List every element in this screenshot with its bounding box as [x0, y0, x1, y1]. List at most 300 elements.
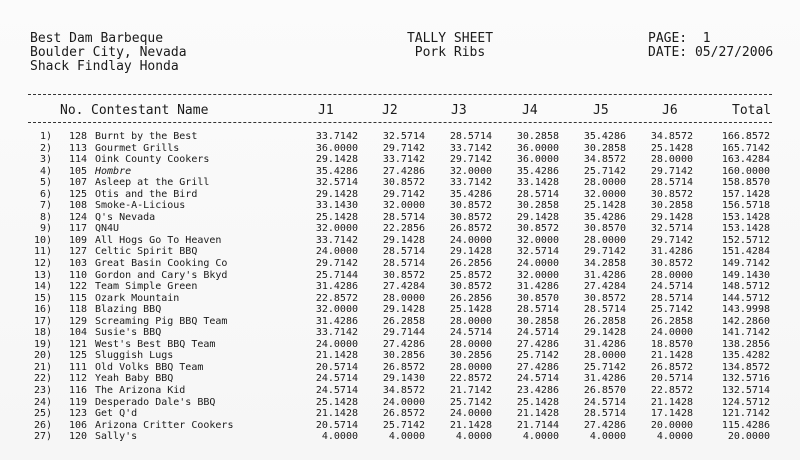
judge-2-score-cell: 26.2858 — [382, 315, 425, 327]
table-row — [0, 143, 770, 155]
judge-3-score-cell: 28.0000 — [449, 338, 492, 350]
total-score-cell: 153.1428 — [721, 211, 770, 223]
judge-6-score-cell: 29.7142 — [650, 234, 693, 246]
judge-5-score-cell: 30.8570 — [583, 223, 626, 235]
contestant-number-cell: 107 — [68, 177, 87, 189]
table-row — [0, 235, 770, 247]
judge-2-score-cell: 29.7142 — [382, 142, 425, 154]
total-score-cell: 134.8572 — [721, 361, 770, 373]
judge-3-score-cell: 21.7142 — [449, 385, 492, 397]
contestant-number-cell: 129 — [68, 315, 87, 327]
results-table — [0, 131, 770, 443]
contestant-number-cell: 105 — [68, 165, 87, 177]
sheet-category: Pork Ribs — [414, 45, 486, 60]
total-score-cell: 135.4282 — [721, 350, 770, 362]
judge-4-score-cell: 21.1428 — [516, 408, 559, 420]
judge-4-score-cell: 24.5714 — [516, 327, 559, 339]
contestant-name-cell: Desperado Dale's BBQ — [95, 396, 216, 408]
judge-1-score-cell: 25.1428 — [315, 396, 358, 408]
judge-5-score-cell: 27.4284 — [583, 281, 626, 293]
table-row — [0, 420, 770, 432]
judge-2-score-cell: 29.7142 — [382, 188, 425, 200]
total-score-cell: 148.5712 — [721, 281, 770, 293]
judge-2-score-cell: 32.0000 — [382, 200, 425, 212]
judge-5-score-cell: 28.0000 — [583, 177, 626, 189]
contestant-name-cell: Blazing BBQ — [95, 304, 162, 316]
judge-1-score-cell: 25.7144 — [315, 269, 358, 281]
rank-cell: 7) — [39, 200, 52, 212]
judge-6-score-cell: 20.0000 — [650, 419, 693, 431]
table-row — [0, 385, 770, 397]
judge-6-score-cell: 30.2858 — [650, 200, 693, 212]
judge-4-score-cell: 30.2858 — [516, 315, 559, 327]
table-row — [0, 373, 770, 385]
judge-5-score-cell: 35.4286 — [583, 211, 626, 223]
column-header-row — [0, 103, 800, 119]
contestant-number-cell: 111 — [68, 361, 87, 373]
judge-2-score-cell: 29.7144 — [382, 327, 425, 339]
judge-6-score-cell: 29.1428 — [650, 211, 693, 223]
judge-4-score-cell: 31.4286 — [516, 281, 559, 293]
total-score-cell: 158.8570 — [721, 177, 770, 189]
judge-5-score-cell: 25.1428 — [583, 200, 626, 212]
rank-cell: 24) — [33, 396, 52, 408]
judge-5-score-cell: 34.8572 — [583, 154, 626, 166]
judge-4-score-cell: 23.4286 — [516, 385, 559, 397]
header-divider-top — [28, 94, 772, 95]
judge-4-score-cell: 32.0000 — [516, 269, 559, 281]
judge-1-score-cell: 31.4286 — [315, 281, 358, 293]
total-score-cell: 153.1428 — [721, 223, 770, 235]
judge-4-score-cell: 30.8572 — [516, 223, 559, 235]
judge-3-score-cell: 25.1428 — [449, 304, 492, 316]
contestant-number-cell: 119 — [68, 396, 87, 408]
judge-3-score-cell: 22.8572 — [449, 373, 492, 385]
total-score-cell: 121.7142 — [721, 408, 770, 420]
judge-1-score-cell: 33.1430 — [315, 200, 358, 212]
judge-6-score-cell: 30.8572 — [650, 188, 693, 200]
total-score-cell: 20.0000 — [727, 431, 770, 443]
contestant-name-cell: Gordon and Cary's Bkyd — [95, 269, 228, 281]
judge-3-score-cell: 33.7142 — [449, 177, 492, 189]
judge-1-score-cell: 33.7142 — [315, 327, 358, 339]
judge-6-score-cell: 28.5714 — [650, 177, 693, 189]
total-score-cell: 138.2856 — [721, 338, 770, 350]
contestant-number-cell: 116 — [68, 385, 87, 397]
judge-5-score-cell: 28.5714 — [583, 408, 626, 420]
contestant-number-cell: 114 — [68, 154, 87, 166]
contestant-name-cell: Sally's — [95, 431, 138, 443]
col-j4: J4 — [522, 103, 538, 118]
judge-6-score-cell: 21.1428 — [650, 350, 693, 362]
date-value: 05/27/2006 — [694, 45, 774, 60]
table-row — [0, 131, 770, 143]
judge-6-score-cell: 4.0000 — [656, 431, 693, 443]
rank-cell: 26) — [33, 419, 52, 431]
judge-5-score-cell: 28.0000 — [583, 350, 626, 362]
judge-6-score-cell: 26.8572 — [650, 361, 693, 373]
contestant-number-cell: 125 — [68, 350, 87, 362]
col-j2: J2 — [382, 103, 398, 118]
judge-3-score-cell: 21.1428 — [449, 419, 492, 431]
judge-2-score-cell: 32.5714 — [382, 131, 425, 142]
contestant-number-cell: 113 — [68, 142, 87, 154]
judge-1-score-cell: 25.1428 — [315, 211, 358, 223]
judge-5-score-cell: 31.4286 — [583, 338, 626, 350]
contestant-name-cell: Yeah Baby BBQ — [95, 373, 174, 385]
col-j3: J3 — [451, 103, 467, 118]
contestant-name-cell: Susie's BBQ — [95, 327, 162, 339]
judge-3-score-cell: 32.0000 — [449, 165, 492, 177]
rank-cell: 25) — [33, 408, 52, 420]
rank-cell: 21) — [33, 361, 52, 373]
judge-3-score-cell: 30.8572 — [449, 200, 492, 212]
judge-5-score-cell: 26.2858 — [583, 315, 626, 327]
rank-cell: 5) — [39, 177, 52, 189]
total-score-cell: 141.7142 — [721, 327, 770, 339]
judge-3-score-cell: 26.2856 — [449, 258, 492, 270]
total-score-cell: 152.5712 — [721, 234, 770, 246]
rank-cell: 27) — [33, 431, 52, 443]
col-contestant-name: Contestant Name — [91, 103, 209, 118]
judge-4-score-cell: 36.0000 — [516, 142, 559, 154]
table-row — [0, 397, 770, 409]
judge-6-score-cell: 29.7142 — [650, 165, 693, 177]
judge-4-score-cell: 24.5714 — [516, 373, 559, 385]
judge-1-score-cell: 24.0000 — [315, 338, 358, 350]
judge-5-score-cell: 31.4286 — [583, 373, 626, 385]
judge-3-score-cell: 25.8572 — [449, 269, 492, 281]
judge-1-score-cell: 29.7142 — [315, 258, 358, 270]
event-info — [30, 32, 187, 74]
total-score-cell: 132.5714 — [721, 385, 770, 397]
contestant-number-cell: 127 — [68, 246, 87, 258]
event-location: Boulder City, Nevada — [30, 45, 187, 60]
rank-cell: 18) — [33, 327, 52, 339]
judge-1-score-cell: 20.5714 — [315, 361, 358, 373]
judge-5-score-cell: 29.7142 — [583, 246, 626, 258]
judge-3-score-cell: 28.0000 — [449, 315, 492, 327]
event-sponsor: Shack Findlay Honda — [30, 59, 179, 74]
rank-cell: 9) — [39, 223, 52, 235]
rank-cell: 17) — [33, 315, 52, 327]
judge-5-score-cell: 35.4286 — [583, 131, 626, 142]
contestant-number-cell: 109 — [68, 234, 87, 246]
judge-1-score-cell: 32.0000 — [315, 304, 358, 316]
total-score-cell: 165.7142 — [721, 142, 770, 154]
col-total: Total — [732, 103, 772, 118]
judge-2-score-cell: 27.4286 — [382, 165, 425, 177]
total-score-cell: 163.4284 — [721, 154, 770, 166]
judge-4-score-cell: 27.4286 — [516, 361, 559, 373]
judge-4-score-cell: 4.0000 — [522, 431, 559, 443]
contestant-name-cell: The Arizona Kid — [95, 385, 186, 397]
judge-4-score-cell: 25.1428 — [516, 396, 559, 408]
contestant-number-cell: 128 — [68, 131, 87, 142]
table-row — [0, 200, 770, 212]
judge-2-score-cell: 27.4286 — [382, 338, 425, 350]
judge-5-score-cell: 34.2858 — [583, 258, 626, 270]
header-divider-bottom — [28, 122, 772, 123]
judge-6-score-cell: 32.5714 — [650, 223, 693, 235]
judge-2-score-cell: 4.0000 — [388, 431, 425, 443]
judge-3-score-cell: 30.8572 — [449, 281, 492, 293]
table-row — [0, 246, 770, 258]
contestant-number-cell: 118 — [68, 304, 87, 316]
judge-3-score-cell: 26.8572 — [449, 223, 492, 235]
total-score-cell: 142.2860 — [721, 315, 770, 327]
judge-1-score-cell: 24.0000 — [315, 246, 358, 258]
judge-3-score-cell: 29.7142 — [449, 154, 492, 166]
judge-5-score-cell: 30.2858 — [583, 142, 626, 154]
contestant-number-cell: 115 — [68, 292, 87, 304]
judge-5-score-cell: 30.8572 — [583, 292, 626, 304]
contestant-name-cell: Oink County Cookers — [95, 154, 210, 166]
judge-2-score-cell: 24.0000 — [382, 396, 425, 408]
judge-5-score-cell: 4.0000 — [589, 431, 626, 443]
table-row — [0, 293, 770, 305]
total-score-cell: 149.1430 — [721, 269, 770, 281]
judge-4-score-cell: 33.1428 — [516, 177, 559, 189]
rank-cell: 8) — [39, 211, 52, 223]
judge-5-score-cell: 25.7142 — [583, 361, 626, 373]
judge-2-score-cell: 26.8572 — [382, 361, 425, 373]
contestant-name-cell: Ozark Mountain — [95, 292, 180, 304]
judge-3-score-cell: 24.0000 — [449, 234, 492, 246]
contestant-number-cell: 108 — [68, 200, 87, 212]
total-score-cell: 115.4286 — [721, 419, 770, 431]
judge-5-score-cell: 29.1428 — [583, 327, 626, 339]
judge-2-score-cell: 29.1428 — [382, 234, 425, 246]
judge-6-score-cell: 31.4286 — [650, 246, 693, 258]
judge-2-score-cell: 30.8572 — [382, 177, 425, 189]
table-row — [0, 362, 770, 374]
judge-3-score-cell: 4.0000 — [455, 431, 492, 443]
judge-4-score-cell: 24.0000 — [516, 258, 559, 270]
judge-6-score-cell: 17.1428 — [650, 408, 693, 420]
judge-2-score-cell: 22.2856 — [382, 223, 425, 235]
judge-4-score-cell: 25.7142 — [516, 350, 559, 362]
judge-3-score-cell: 30.8572 — [449, 211, 492, 223]
contestant-name-cell: QN4U — [95, 223, 120, 235]
contestant-name-cell: Asleep at the Grill — [95, 177, 210, 189]
judge-6-score-cell: 30.8572 — [650, 258, 693, 270]
total-score-cell: 156.5718 — [721, 200, 770, 212]
table-row — [0, 177, 770, 189]
table-row — [0, 350, 770, 362]
rank-cell: 2) — [39, 142, 52, 154]
judge-5-score-cell: 28.0000 — [583, 234, 626, 246]
judge-1-score-cell: 35.4286 — [315, 165, 358, 177]
judge-5-score-cell: 25.7142 — [583, 165, 626, 177]
judge-1-score-cell: 36.0000 — [315, 142, 358, 154]
judge-2-score-cell: 26.8572 — [382, 408, 425, 420]
contestant-name-cell: Burnt by the Best — [95, 131, 198, 142]
contestant-name-cell: Old Volks BBQ Team — [95, 361, 204, 373]
contestant-number-cell: 123 — [68, 408, 87, 420]
judge-1-score-cell: 31.4286 — [315, 315, 358, 327]
contestant-name-cell: Celtic Spirit BBQ — [95, 246, 198, 258]
judge-3-score-cell: 28.0000 — [449, 361, 492, 373]
judge-2-score-cell: 33.7142 — [382, 154, 425, 166]
col-j5: J5 — [593, 103, 609, 118]
contestant-name-cell: All Hogs Go To Heaven — [95, 234, 222, 246]
contestant-name-cell: Team Simple Green — [95, 281, 198, 293]
total-score-cell: 157.1428 — [721, 188, 770, 200]
total-score-cell: 160.0000 — [721, 165, 770, 177]
contestant-number-cell: 112 — [68, 373, 87, 385]
judge-1-score-cell: 20.5714 — [315, 419, 358, 431]
judge-1-score-cell: 29.1428 — [315, 188, 358, 200]
judge-1-score-cell: 32.5714 — [315, 177, 358, 189]
rank-cell: 23) — [33, 385, 52, 397]
judge-3-score-cell: 26.2856 — [449, 292, 492, 304]
rank-cell: 19) — [33, 338, 52, 350]
table-row — [0, 408, 770, 420]
sheet-title-block — [390, 32, 510, 60]
judge-6-score-cell: 22.8572 — [650, 385, 693, 397]
rank-cell: 13) — [33, 269, 52, 281]
contestant-name-cell: Great Basin Cooking Co — [95, 258, 228, 270]
contestant-name-cell: Get Q'd — [95, 408, 138, 420]
rank-cell: 20) — [33, 350, 52, 362]
sheet-title: TALLY SHEET — [406, 31, 494, 46]
judge-6-score-cell: 24.5714 — [650, 281, 693, 293]
judge-3-score-cell: 24.0000 — [449, 408, 492, 420]
judge-3-score-cell: 35.4286 — [449, 188, 492, 200]
contestant-number-cell: 110 — [68, 269, 87, 281]
judge-4-score-cell: 29.1428 — [516, 211, 559, 223]
judge-1-score-cell: 22.8572 — [315, 292, 358, 304]
rank-cell: 16) — [33, 304, 52, 316]
table-row — [0, 339, 770, 351]
total-score-cell: 166.8572 — [721, 131, 770, 142]
judge-4-score-cell: 21.7144 — [516, 419, 559, 431]
rank-cell: 6) — [39, 188, 52, 200]
judge-2-score-cell: 28.5714 — [382, 246, 425, 258]
judge-5-score-cell: 32.0000 — [583, 188, 626, 200]
judge-2-score-cell: 30.2856 — [382, 350, 425, 362]
contestant-name-cell: Q's Nevada — [95, 211, 156, 223]
page-label: PAGE: — [648, 31, 688, 46]
judge-4-score-cell: 32.0000 — [516, 234, 559, 246]
judge-1-score-cell: 21.1428 — [315, 350, 358, 362]
judge-2-score-cell: 28.5714 — [382, 258, 425, 270]
total-score-cell: 124.5712 — [721, 396, 770, 408]
judge-2-score-cell: 25.7142 — [382, 419, 425, 431]
rank-cell: 3) — [39, 154, 52, 166]
judge-6-score-cell: 25.1428 — [650, 142, 693, 154]
judge-6-score-cell: 24.0000 — [650, 327, 693, 339]
judge-3-score-cell: 30.2856 — [449, 350, 492, 362]
judge-6-score-cell: 34.8572 — [650, 131, 693, 142]
col-no: No. — [60, 103, 84, 118]
judge-2-score-cell: 29.1428 — [382, 304, 425, 316]
judge-2-score-cell: 29.1430 — [382, 373, 425, 385]
judge-3-score-cell: 33.7142 — [449, 142, 492, 154]
contestant-number-cell: 106 — [68, 419, 87, 431]
table-row — [0, 154, 770, 166]
total-score-cell: 132.5716 — [721, 373, 770, 385]
judge-1-score-cell: 4.0000 — [321, 431, 358, 443]
judge-1-score-cell: 21.1428 — [315, 408, 358, 420]
col-j1: J1 — [318, 103, 334, 118]
judge-1-score-cell: 32.0000 — [315, 223, 358, 235]
judge-6-score-cell: 20.5714 — [650, 373, 693, 385]
judge-6-score-cell: 18.8570 — [650, 338, 693, 350]
contestant-name-cell: Hombre — [95, 165, 132, 177]
contestant-number-cell: 103 — [68, 258, 87, 270]
judge-4-score-cell: 30.8570 — [516, 292, 559, 304]
judge-1-score-cell: 33.7142 — [315, 131, 358, 142]
judge-4-score-cell: 28.5714 — [516, 188, 559, 200]
judge-3-score-cell: 28.5714 — [449, 131, 492, 142]
rank-cell: 4) — [39, 165, 52, 177]
rank-cell: 10) — [33, 234, 52, 246]
judge-3-score-cell: 25.7142 — [449, 396, 492, 408]
judge-2-score-cell: 28.0000 — [382, 292, 425, 304]
judge-2-score-cell: 34.8572 — [382, 385, 425, 397]
table-row — [0, 281, 770, 293]
judge-1-score-cell: 24.5714 — [315, 373, 358, 385]
judge-4-score-cell: 30.2858 — [516, 200, 559, 212]
table-row — [0, 304, 770, 316]
judge-6-score-cell: 26.2858 — [650, 315, 693, 327]
contestant-number-cell: 125 — [68, 188, 87, 200]
judge-6-score-cell: 21.1428 — [650, 396, 693, 408]
judge-6-score-cell: 28.0000 — [650, 269, 693, 281]
contestant-name-cell: Gourmet Grills — [95, 142, 180, 154]
judge-1-score-cell: 33.7142 — [315, 234, 358, 246]
table-row — [0, 270, 770, 282]
judge-4-score-cell: 30.2858 — [516, 131, 559, 142]
total-score-cell: 144.5712 — [721, 292, 770, 304]
rank-cell: 14) — [33, 281, 52, 293]
contestant-name-cell: Otis and the Bird — [95, 188, 198, 200]
col-j6: J6 — [662, 103, 678, 118]
judge-5-score-cell: 26.8570 — [583, 385, 626, 397]
judge-4-score-cell: 35.4286 — [516, 165, 559, 177]
judge-5-score-cell: 24.5714 — [583, 396, 626, 408]
contestant-name-cell: West's Best BBQ Team — [95, 338, 216, 350]
judge-6-score-cell: 25.7142 — [650, 304, 693, 316]
contestant-name-cell: Screaming Pig BBQ Team — [95, 315, 228, 327]
judge-5-score-cell: 27.4286 — [583, 419, 626, 431]
page-value: 1 — [702, 31, 711, 46]
judge-5-score-cell: 31.4286 — [583, 269, 626, 281]
rank-cell: 12) — [33, 258, 52, 270]
date-label: DATE: — [648, 45, 688, 60]
contestant-number-cell: 122 — [68, 281, 87, 293]
rank-cell: 11) — [33, 246, 52, 258]
judge-2-score-cell: 30.8572 — [382, 269, 425, 281]
table-row — [0, 223, 770, 235]
rank-cell: 15) — [33, 292, 52, 304]
contestant-number-cell: 121 — [68, 338, 87, 350]
table-row — [0, 212, 770, 224]
table-row — [0, 327, 770, 339]
table-row — [0, 316, 770, 328]
contestant-number-cell: 120 — [68, 431, 87, 443]
contestant-number-cell: 124 — [68, 211, 87, 223]
judge-6-score-cell: 28.0000 — [650, 154, 693, 166]
contestant-name-cell: Smoke-A-Licious — [95, 200, 186, 212]
judge-5-score-cell: 28.5714 — [583, 304, 626, 316]
judge-1-score-cell: 24.5714 — [315, 385, 358, 397]
judge-3-score-cell: 24.5714 — [449, 327, 492, 339]
contestant-name-cell: Sluggish Lugs — [95, 350, 174, 362]
judge-4-score-cell: 32.5714 — [516, 246, 559, 258]
